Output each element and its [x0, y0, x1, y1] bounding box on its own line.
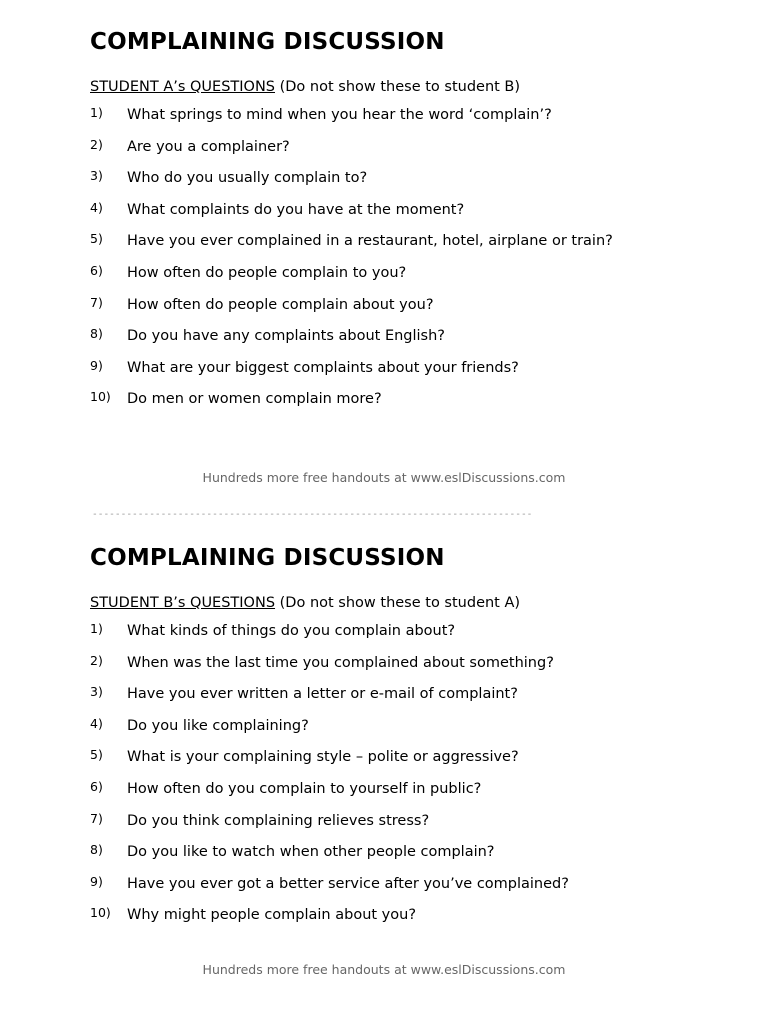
student-b-section [90, 542, 710, 937]
question-item [90, 295, 710, 327]
question-text: What kinds of things do you complain about? [127, 623, 456, 639]
question-item [90, 200, 710, 232]
question-item [90, 168, 710, 200]
question-item [90, 684, 710, 716]
question-number: 3) [90, 168, 103, 184]
question-item [90, 905, 710, 937]
question-text: How often do people complain about you? [127, 296, 434, 313]
question-text: Are you a complainer? [127, 138, 290, 155]
student-a-subheading [90, 77, 710, 97]
question-number: 10) [90, 905, 111, 921]
student-b-label: STUDENT B’s QUESTIONS [90, 595, 276, 611]
question-text: How often do people complain to you? [127, 264, 407, 281]
question-item [90, 716, 710, 748]
question-text: Do you think complaining relieves stress? [127, 812, 430, 829]
question-number: 6) [90, 778, 103, 794]
question-item [90, 874, 710, 906]
question-item [90, 779, 710, 811]
question-text: When was the last time you complained about something? [127, 654, 554, 671]
question-number: 5) [90, 231, 103, 247]
question-number: 10) [90, 389, 111, 405]
question-number: 1) [90, 105, 103, 120]
question-number: 4) [90, 199, 103, 215]
question-text: What are your biggest complaints about your friends? [127, 359, 519, 376]
question-text: Why might people complain about you? [127, 907, 417, 924]
question-item [90, 621, 710, 653]
question-item [90, 105, 710, 137]
question-number: 8) [90, 842, 103, 858]
question-number: 1) [90, 621, 103, 636]
question-number: 6) [90, 262, 103, 278]
question-text: Have you ever complained in a restaurant, hotel, airplane or train? [127, 233, 613, 250]
question-text: How often do you complain to yourself in public? [127, 780, 482, 797]
question-number: 7) [90, 294, 103, 310]
question-number: 2) [90, 136, 103, 152]
question-text: Do you have any complaints about English? [127, 328, 446, 345]
question-item [90, 137, 710, 169]
student-b-note: (Do not show these to student A) [275, 595, 521, 611]
question-text: What complaints do you have at the moment? [127, 201, 465, 218]
section-title: COMPLAINING DISCUSSION [90, 545, 445, 571]
footer-note: Hundreds more free handouts at www.eslDiscussions.com [202, 470, 566, 485]
question-item [90, 326, 710, 358]
question-number: 9) [90, 873, 103, 889]
question-item [90, 231, 710, 263]
question-item [90, 747, 710, 779]
question-number: 3) [90, 684, 103, 700]
footer-note: Hundreds more free handouts at www.eslDiscussions.com [202, 962, 566, 977]
question-text: Have you ever got a better service after you’ve complained? [127, 875, 569, 892]
question-text: What springs to mind when you hear the word ‘complain’? [127, 107, 552, 123]
question-text: Have you ever written a letter or e-mail of complaint? [127, 686, 518, 703]
student-b-question-list [90, 621, 710, 937]
student-a-note: (Do not show these to student B) [275, 79, 521, 95]
question-text: What is your complaining style – polite or aggressive? [127, 749, 519, 766]
question-item [90, 842, 710, 874]
question-text: Do you like complaining? [127, 717, 309, 734]
question-number: 7) [90, 810, 103, 826]
student-b-subheading [90, 593, 710, 613]
question-number: 4) [90, 715, 103, 731]
question-item [90, 653, 710, 685]
question-item [90, 389, 710, 421]
student-a-section [90, 26, 710, 421]
question-item [90, 263, 710, 295]
question-text: Who do you usually complain to? [127, 170, 368, 187]
question-text: Do men or women complain more? [127, 391, 382, 408]
question-item [90, 811, 710, 843]
student-a-question-list [90, 105, 710, 421]
question-text: Do you like to watch when other people complain? [127, 844, 495, 861]
question-number: 5) [90, 747, 103, 763]
cut-line-divider: ----------------------------------------------------------------------------- [92, 509, 533, 520]
question-number: 8) [90, 326, 103, 342]
student-a-label: STUDENT A’s QUESTIONS [90, 79, 275, 95]
question-number: 9) [90, 357, 103, 373]
page-title: COMPLAINING DISCUSSION [90, 29, 445, 55]
question-number: 2) [90, 652, 103, 668]
question-item [90, 358, 710, 390]
